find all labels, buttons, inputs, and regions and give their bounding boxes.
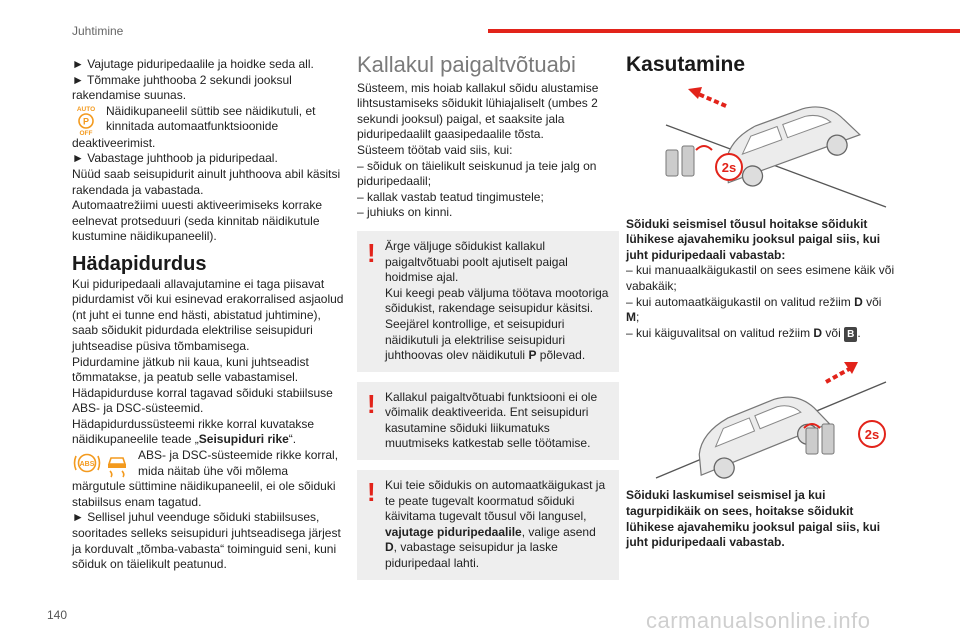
- svg-text:P: P: [82, 116, 90, 127]
- list-item: – kallak vastab teatud tingimustele;: [357, 189, 544, 204]
- abs-dsc-indicator-row: [72, 448, 344, 479]
- body-text: Pidurdamine jätkub nii kaua, kuni juhtseadist tõmmatakse, ja peatub selle vabastamisel.: [72, 354, 309, 385]
- auto-p-off-icon: [72, 104, 100, 136]
- column-1: [72, 57, 344, 573]
- body-text: Hädapidurduse korral tagavad sõiduki stabiilsuse ABS- ja DSC-süsteemid.: [72, 385, 333, 416]
- note-text: Kui keegi peab väljuma töötava mootoriga sõidukist, rakendage seisupidur käsitsi.: [385, 285, 609, 316]
- body-text: deaktiveerimist.: [72, 135, 156, 150]
- warning-note: [357, 382, 619, 460]
- page-number: 140: [47, 608, 68, 622]
- heading-emergency-braking: Hädapidurdus: [72, 252, 207, 275]
- step-text: ► Tõmmake juhthooba 2 sekundi jooksul rakendamise suunas.: [72, 72, 292, 103]
- note-text: Ärge väljuge sõidukist kallakul paigaltvõtuabi poolt ajutiselt paigal hoidmise ajal.: [385, 238, 568, 285]
- auto-off-indicator-row: [72, 104, 344, 136]
- svg-text:ABS: ABS: [79, 461, 95, 469]
- usage-bold-text: Sõiduki laskumisel seismisel ja kui tagurpidikäik on sees, hoitakse sõidukit lühikese ajavahemiku jooksul paigal siis, kui juht piduripedaali vabastab.: [626, 488, 881, 550]
- list-item: – sõiduk on täielikult seiskunud ja teie jalg on piduripedaalil;: [357, 158, 597, 189]
- section-label: Juhtimine: [72, 24, 124, 38]
- svg-text:AUTO: AUTO: [76, 105, 96, 113]
- warning-note: [357, 231, 619, 372]
- svg-text:2s: 2s: [721, 159, 737, 175]
- heading-usage: Kasutamine: [626, 53, 746, 76]
- body-text: märgutule süttimine näidikupaneelil, ei ole sõiduki stabiilsus enam tagatud.: [72, 479, 336, 509]
- list-item: – kui manuaalkäigukastil on sees esimene käik või vabakäik;: [626, 263, 895, 293]
- svg-text:OFF: OFF: [79, 129, 93, 136]
- list-item: – kui automaatkäigukastil on valitud režiim D või M;: [626, 294, 882, 325]
- body-text: Nüüd saab seisupidurit ainult juhthoova abil käsitsi rakendada ja vabastada.: [72, 166, 341, 197]
- body-text: Hädapidurdussüsteemi rikke korral kuvatakse näidikupaneelile teade „Seisupiduri rike“.: [72, 416, 315, 447]
- warning-icon: !: [367, 237, 376, 268]
- indicator-description: Näidikupaneelil süttib see näidikutuli, et kinnitada automaatfunktsioonide: [106, 103, 316, 134]
- body-text: Automaatrežiimi uuesti aktiveerimiseks korrake eelnevat protseduuri (seda kinnitab näidikutule kustumine näidikupaneelil).: [72, 198, 323, 244]
- note-text: Kallakul paigaltvõtuabi funktsiooni ei ole võimalik deaktiveerida. Ent seisupiduri kasutamine sõiduki liikumatuks muutmiseks katkestab selle töötamise.: [385, 389, 598, 451]
- column-3: [626, 53, 898, 551]
- usage-bold-text: Sõiduki seismisel tõusul hoitakse sõidukit lühikese ajavahemiku jooksul paigal siis, kui juht piduripedaali vabastab:: [626, 216, 881, 262]
- body-text: Süsteem, mis hoiab kallakul sõidu alustamise lihtsustamiseks sõidukit lühiajaliselt (umbes 2 sekundi jooksul) paigal, et saaksite jala piduripedaalilt gaasipedaalile tõsta.: [357, 80, 599, 142]
- note-text: Seejärel kontrollige, et seisupiduri näidikutuli ja elektrilise seisupiduri juhthoovas olev näidikutuli P põlevad.: [385, 316, 586, 363]
- indicator-description: ABS- ja DSC-süsteemide rikke korral, mida näitab ühe või mõlema: [138, 448, 339, 478]
- header-accent-bar: [488, 29, 960, 33]
- car-uphill-illustration: [626, 81, 898, 211]
- svg-text:2s: 2s: [864, 427, 880, 443]
- warning-note: [357, 470, 619, 580]
- step-text: ► Vajutage piduripedaalile ja hoidke seda all.: [72, 57, 314, 71]
- abs-warning-icon: [72, 448, 102, 478]
- list-item: – kui käiguvalitsal on valitud režiim D või B .: [626, 326, 898, 343]
- list-item: – juhiuks on kinni.: [357, 205, 453, 220]
- step-text: ► Vabastage juhthoob ja piduripedaal.: [72, 151, 278, 166]
- dsc-skid-icon: [102, 448, 132, 478]
- warning-icon: !: [367, 477, 376, 508]
- body-text: Kui piduripedaali allavajutamine ei taga piisavat pidurdamist või kui esinevad erakorralised asjaolud (nt juht ei tunne end hästi, abistatud juhtimine), saab sõidukit pidurdada elektrilise seisupiduri juhtseadise püsiva tõmbamisega.: [72, 276, 344, 353]
- warning-icon: !: [367, 388, 376, 419]
- watermark: carmanualsonline.info: [646, 608, 871, 633]
- car-downhill-illustration: [626, 352, 898, 482]
- column-2: [357, 52, 619, 590]
- note-text: Kui teie sõidukis on automaatkäigukast ja te peate tugevalt koormatud sõiduki käivitama tugevalt tõusul või langusel, vajutage piduripedaalile, valige asend D, vabastage seisupidur ja laske piduripedaal lahti.: [385, 478, 606, 571]
- step-text: ► Sellisel juhul veenduge sõiduki stabiilsuses, sooritades selleks seisupiduri juhtseadisega järjest ja korduvalt „tõmba-vabasta“ toiminguid seni, kuni sõiduk on täielikult peatunud.: [72, 510, 341, 572]
- body-text: Süsteem töötab vaid siis, kui:: [357, 142, 513, 157]
- heading-hill-start-assist: Kallakul paigaltvõtuabi: [357, 52, 576, 77]
